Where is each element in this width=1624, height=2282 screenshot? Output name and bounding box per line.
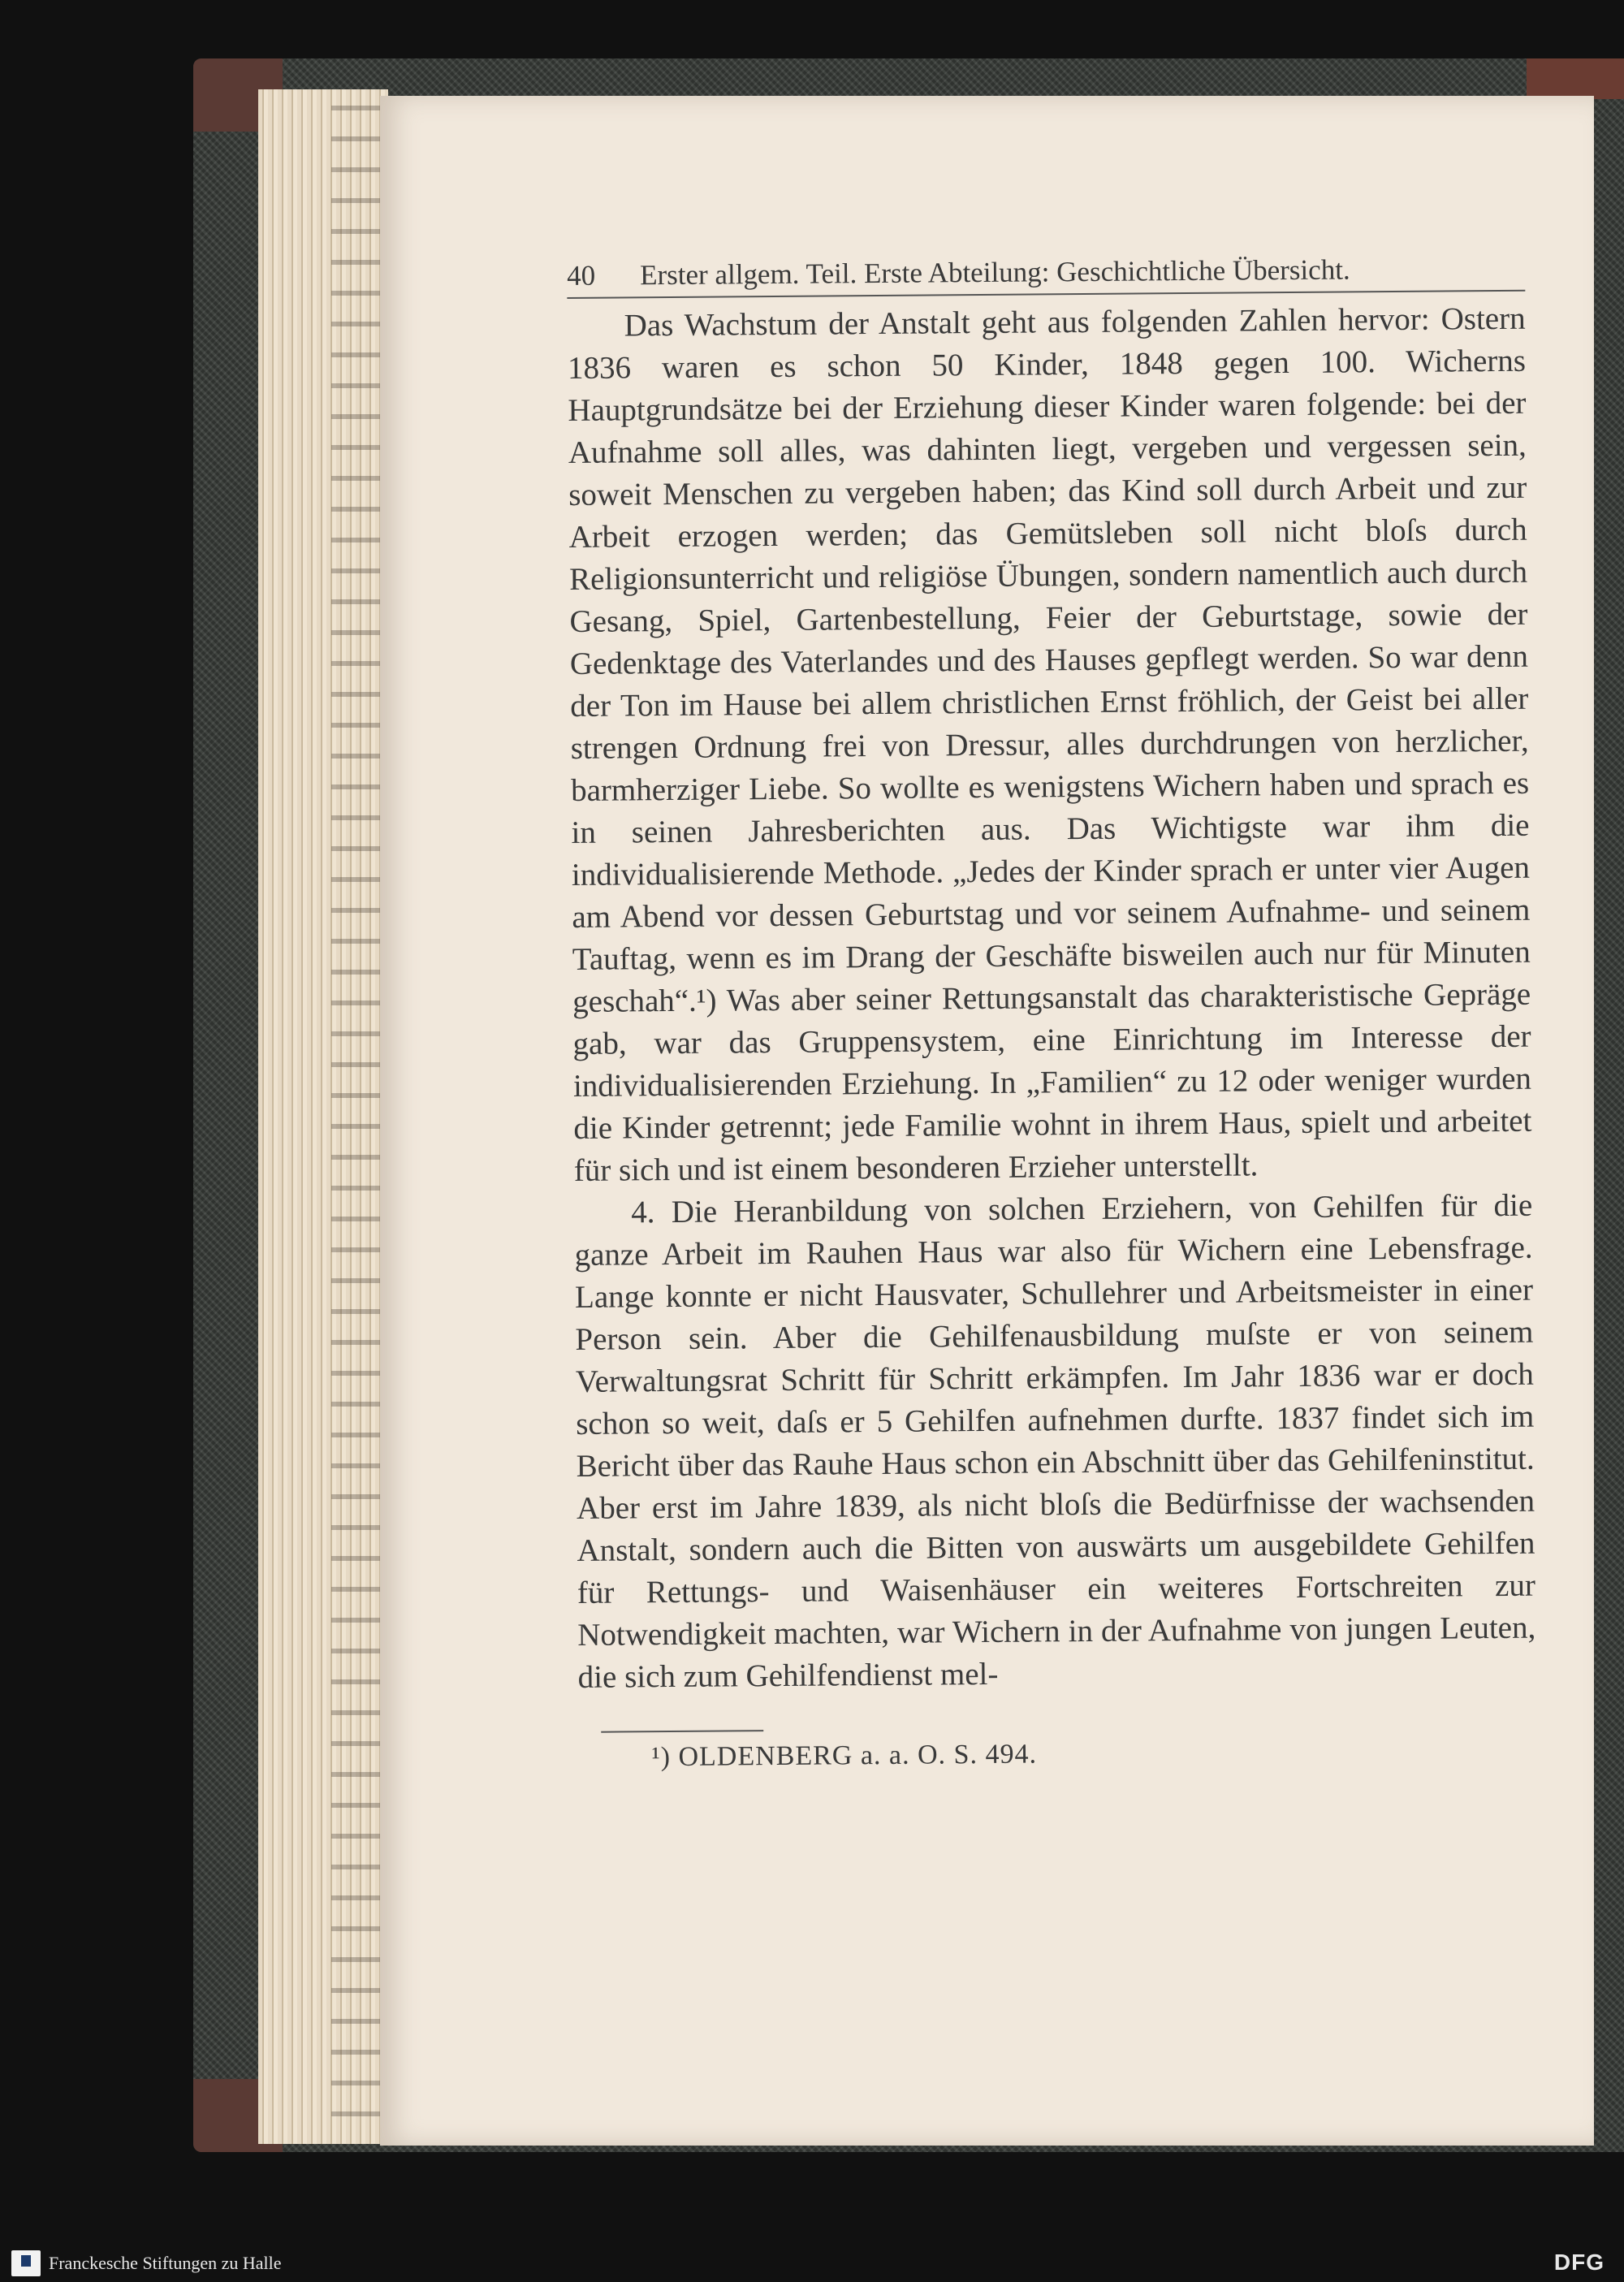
running-header [567, 253, 1525, 299]
footnote: ¹) OLDENBERG a. a. O. S. 494. [651, 1739, 1038, 1773]
paragraph-growth: Das Wachstum der Anstalt geht aus folgenden Zahlen hervor: Ostern 1836 waren es schon 50 Kinder, 1848 gegen 100. Wicherns Hauptgrundsätze bei der Erziehung dieser Kinder waren folgende: bei der Aufnahme soll alles, was dahinten liegt, vergeben und vergessen sein, soweit Menschen zu vergeben haben; das Kind soll durch Arbeit und zur Arbeit erzogen werden; das Gemütsleben soll nicht bloſs durch Religionsunterricht und religiöse Übungen, sondern namentlich auch durch Gesang, Spiel, Gartenbestellung, Feier der Geburtstage, sowie der Gedenktage des Vaterlandes und des Hauses gepflegt werden. So war denn der Ton im Hause bei allem christlichen Ernst fröhlich, der Geist bei aller strengen Ordnung frei von Dressur, alles durchdrungen von herzlicher, barmherziger Liebe. So wollte es wenigstens Wichern haben und sprach es in seinen Jahresberichten aus. Das Wichtigste war ihm die individualisierende Methode. „Jedes der Kinder sprach er unter vier Augen am Abend vor dessen Geburtstag und vor seinem Aufnahme- und seinem Tauftag, wenn es im Drang der Geschäfte bisweilen auch nur für Minuten geschah“.¹) Was aber seiner Rettungsanstalt das charakteristische Gepräge gab, war das Gruppensystem, eine Einrichtung im Interesse der individualisierenden Erziehung. In „Familien“ zu 12 oder weniger wurden die Kinder getrennt; jede Familie wohnt in ihrem Haus, spielt und arbeitet für sich und ist einem besonderen Erzieher unterstellt. [567, 300, 1532, 1188]
page-number: 40 [567, 259, 596, 292]
page-text-block [567, 253, 1537, 1774]
cover-corner-top-right [1527, 58, 1624, 99]
institution-name: Franckesche Stiftungen zu Halle [49, 2253, 282, 2273]
running-title: Erster allgem. Teil. Erste Abteilung: Geschichtliche Übersicht. [639, 253, 1350, 292]
page-stack-shadow [331, 106, 380, 2120]
footnote-rule [601, 1730, 763, 1733]
institution-logo-icon [11, 2250, 41, 2276]
dfg-logo: DFG [1553, 2250, 1605, 2275]
paragraph-assistants: 4. Die Heranbildung von solchen Erziehern, von Gehilfen für die ganze Arbeit im Rauhen Haus war also für Wichern eine Lebensfrage. Lange konnte er nicht Hausvater, Schullehrer und Arbeitsmeister in einer Person sein. Aber die Gehilfenausbildung muſste er von seinem Verwaltungsrat Schritt für Schritt erkämpfen. Im Jahr 1836 war er doch schon so weit, daſs er 5 Gehilfen aufnehmen durfte. 1837 findet sich im Bericht über das Rauhe Haus schon ein Abschnitt über das Gehilfeninstitut. Aber erst im Jahre 1839, als nicht bloſs die Bedürfnisse der wachsenden Anstalt, sondern auch die Bitten von auswärts um ausgebildete Gehilfen für Rettungs- und Waisenhäuser ein weiteres Fortschreiten zur Notwendigkeit machten, war Wichern in der Aufnahme von jungen Leuten, die sich zum Gehilfendienst mel- [574, 1187, 1536, 1695]
viewer-footer [0, 2245, 1624, 2282]
